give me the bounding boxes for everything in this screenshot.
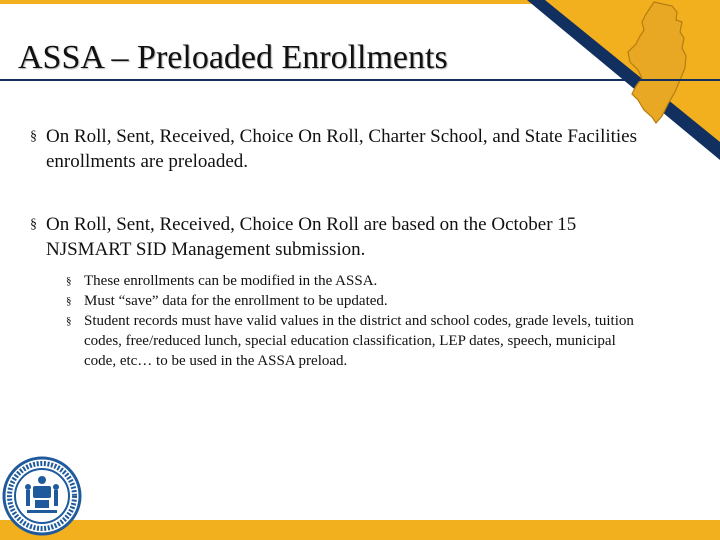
sub-bullet-text: Student records must have valid values in the district and school codes, grade levels, tuition codes, free/reduced lunch, special education classification, LEP dates, speech, municipal code, etc… to be used in the ASSA preload. xyxy=(84,313,634,369)
sub-bullet-marker: § xyxy=(66,295,72,307)
new-jersey-map-icon xyxy=(620,0,700,125)
sub-bullet-item-3 xyxy=(66,311,650,371)
sub-bullet-marker: § xyxy=(66,275,72,287)
slide-body xyxy=(30,124,650,371)
bullet-marker: § xyxy=(30,217,37,232)
bullet-item-1 xyxy=(30,124,650,174)
bullet-marker: § xyxy=(30,129,37,144)
bullet-item-2 xyxy=(30,212,650,262)
sub-bullet-marker: § xyxy=(66,315,72,327)
sub-bullet-text: These enrollments can be modified in the ASSA. xyxy=(84,273,378,289)
sub-bullet-list xyxy=(66,271,650,371)
bullet-text: On Roll, Sent, Received, Choice On Roll, Charter School, and State Facilities enrollments are preloaded. xyxy=(46,126,638,172)
sub-bullet-item-2 xyxy=(66,291,650,311)
title-underline xyxy=(0,79,720,81)
footer-bar xyxy=(0,520,720,540)
sub-bullet-text: Must “save” data for the enrollment to be updated. xyxy=(84,293,388,309)
nj-department-of-education-seal xyxy=(2,456,82,536)
slide-title: ASSA – Preloaded Enrollments xyxy=(18,39,448,76)
sub-bullet-item-1 xyxy=(66,271,650,291)
bullet-text: On Roll, Sent, Received, Choice On Roll are based on the October 15 NJSMART SID Management submission. xyxy=(46,214,577,260)
